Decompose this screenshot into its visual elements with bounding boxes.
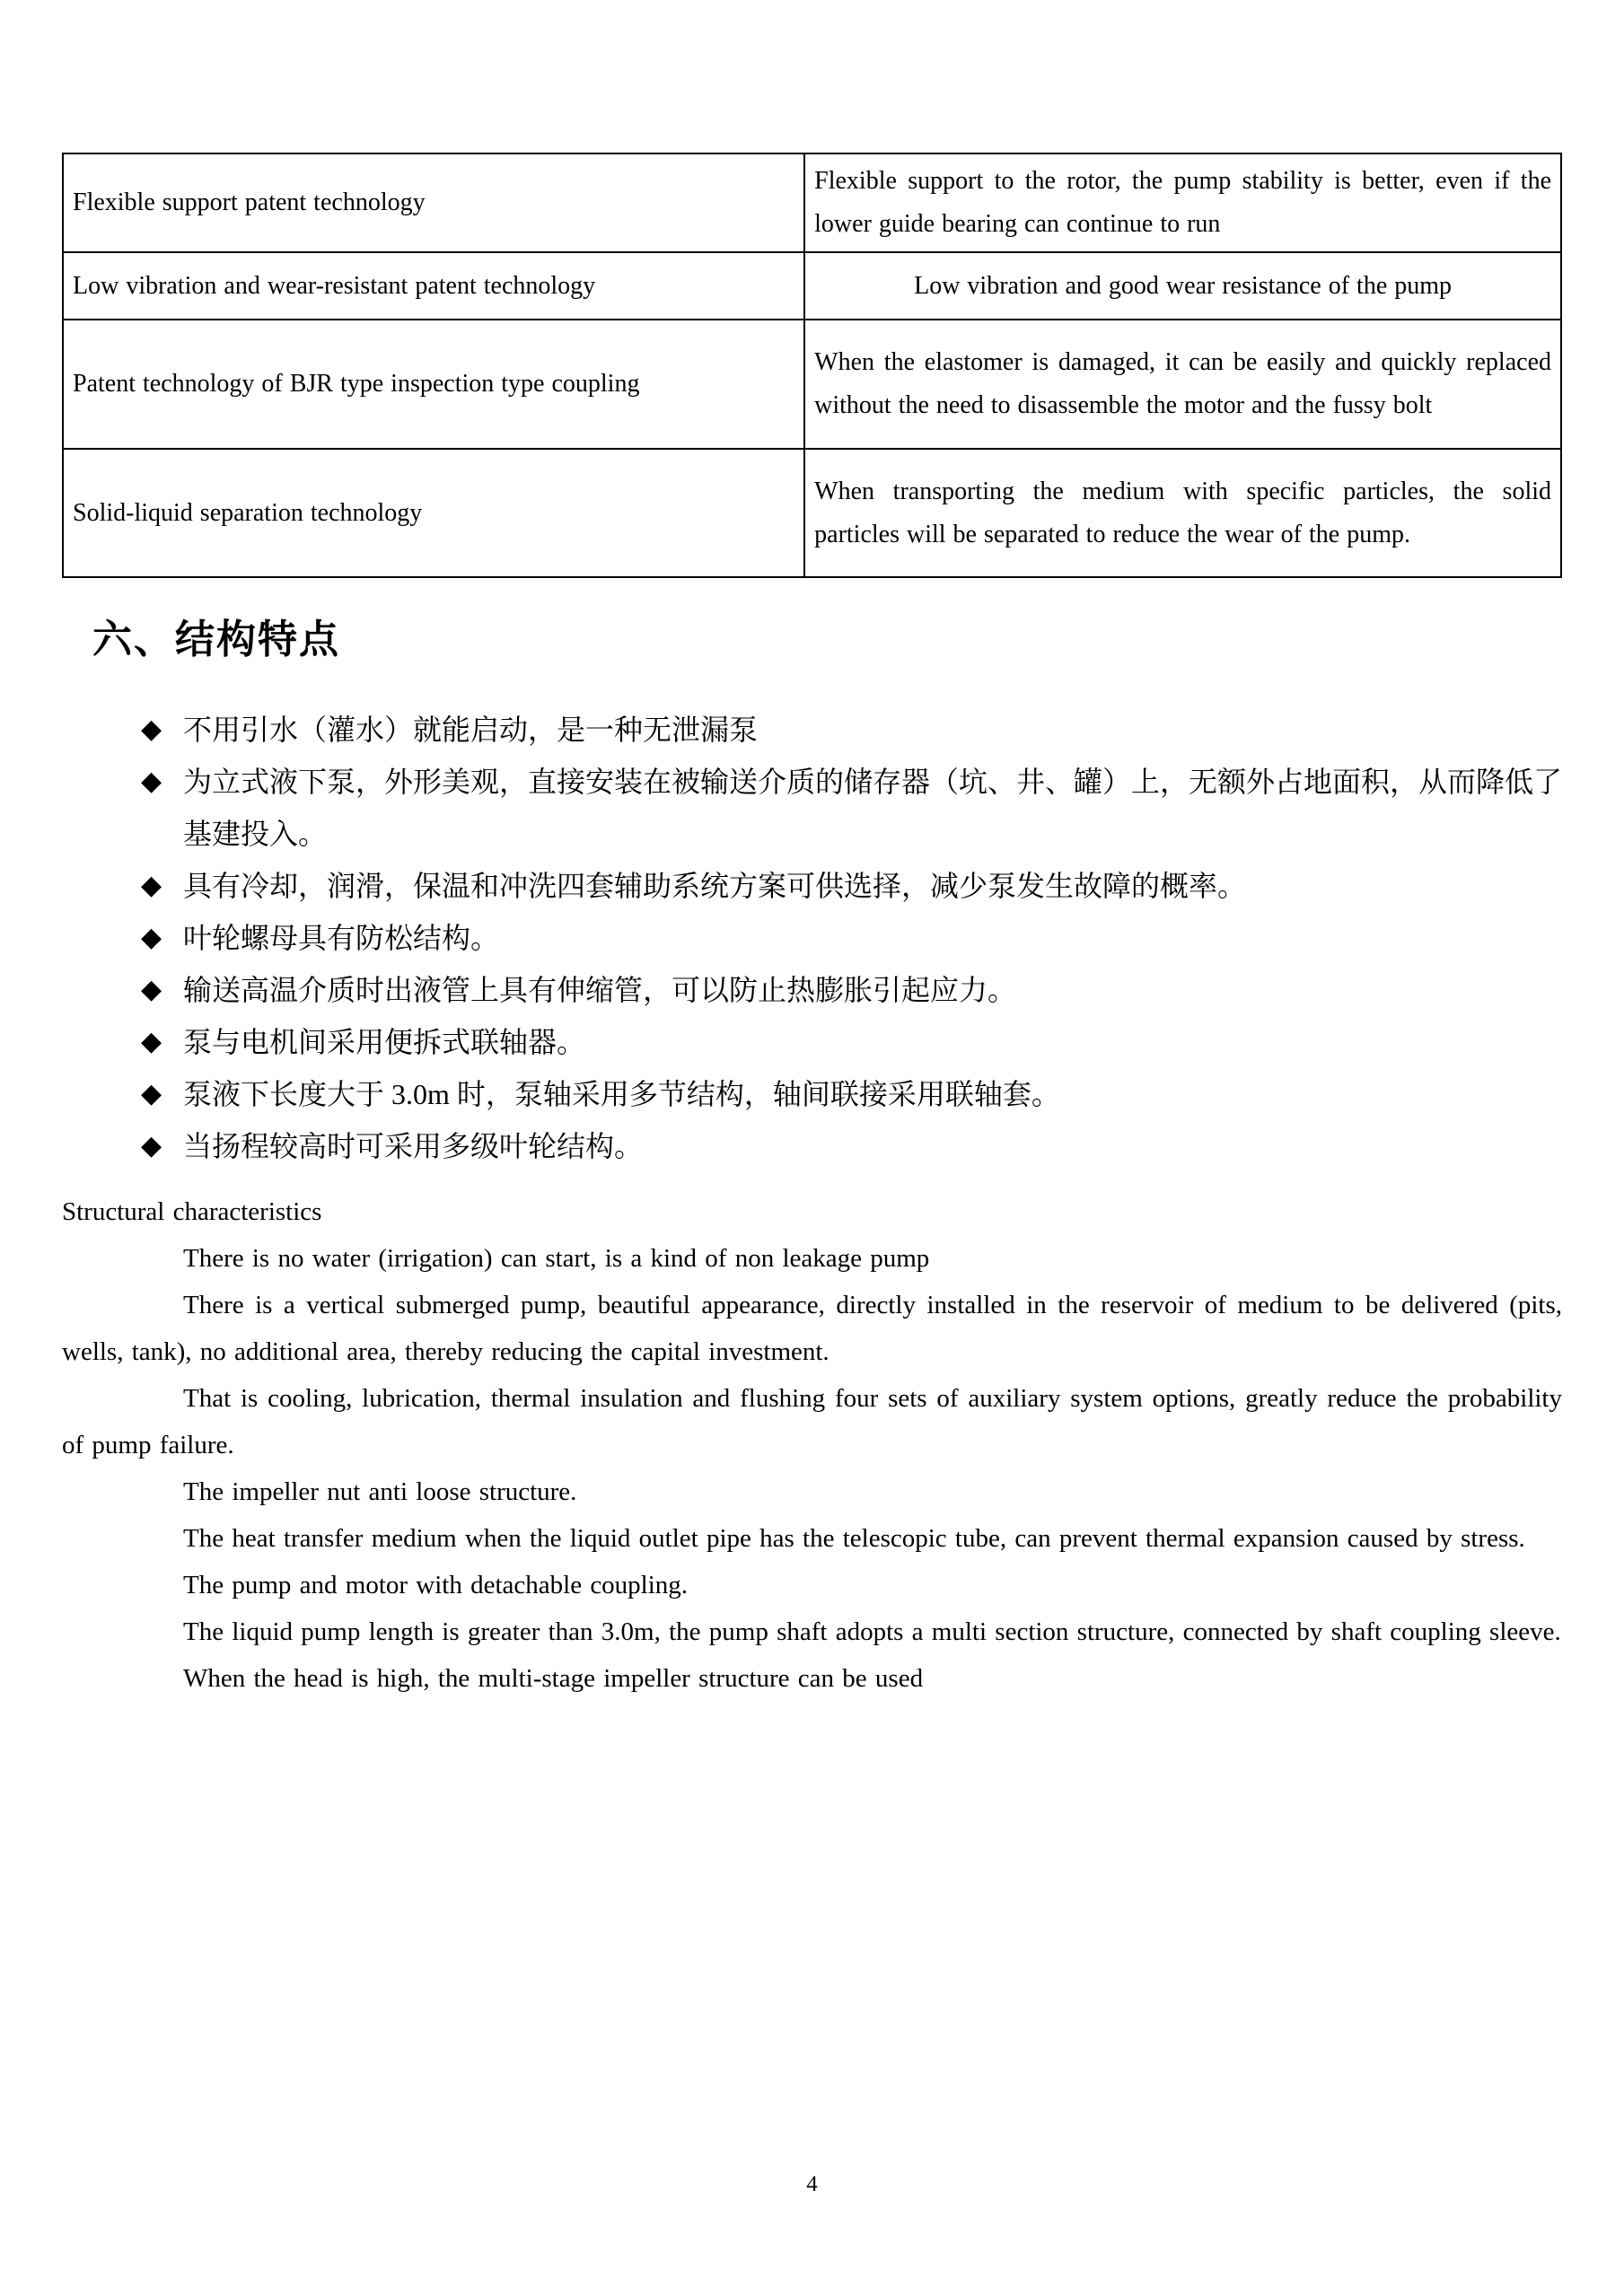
paragraph: The liquid pump length is greater than 3.0m, the pump shaft adopts a multi section structure, connected by shaft coupling sleeve. [183,1617,1561,1646]
bullet-item [141,756,1562,860]
diamond-bullet-icon: ◆ [141,767,162,796]
paragraph: When the head is high, the multi-stage impeller structure can be used [183,1664,924,1693]
feature-bullet-list [62,704,1562,1172]
bullet-item [141,912,1562,964]
bullet-text: 为立式液下泵，外形美观，直接安装在被输送介质的储存器（坑、井、罐）上，无额外占地面积，从而降低了基建投入。 [183,766,1563,850]
page-number: 4 [806,2172,818,2196]
section-heading: 六、结构特点 [92,618,340,662]
paragraph: There is no water (irrigation) can start, is a kind of non leakage pump [183,1244,930,1273]
paragraph: The impeller nut anti loose structure. [183,1477,577,1506]
table-row [63,252,1561,320]
features-table [62,153,1562,578]
english-subtitle: Structural characteristics [62,1197,322,1226]
bullet-text: 叶轮螺母具有防松结构。 [183,922,500,954]
table-row [63,449,1561,577]
page-content [62,0,1562,1702]
diamond-bullet-icon: ◆ [141,975,162,1004]
table-cell-left: Flexible support patent technology [63,153,804,252]
diamond-bullet-icon: ◆ [141,1027,162,1056]
table-cell-right: When transporting the medium with specific particles, the solid particles will be separated to reduce the wear of the pump. [804,449,1561,577]
paragraph: The heat transfer medium when the liquid outlet pipe has the telescopic tube, can prevent thermal expansion caused by stress. [183,1524,1525,1553]
table-cell-left: Solid-liquid separation technology [63,449,804,577]
diamond-bullet-icon: ◆ [141,1131,162,1161]
bullet-text: 不用引水（灌水）就能启动，是一种无泄漏泵 [183,714,759,746]
table-cell-left: Low vibration and wear-resistant patent technology [63,252,804,320]
bullet-text: 输送高温介质时出液管上具有伸缩管，可以防止热膨胀引起应力。 [183,974,1017,1006]
table-cell-right: Flexible support to the rotor, the pump stability is better, even if the lower guide bearing can continue to run [804,153,1561,252]
diamond-bullet-icon: ◆ [141,714,162,744]
bullet-text: 泵液下长度大于 3.0m 时，泵轴采用多节结构，轴间联接采用联轴套。 [183,1078,1060,1110]
paragraph: There is a vertical submerged pump, beautiful appearance, directly installed in the reservoir of medium to be delivered (pits, wells, tank), no additional area, thereby reducing the capital investment. [62,1291,1562,1366]
bullet-item [141,1068,1562,1120]
diamond-bullet-icon: ◆ [141,871,162,900]
bullet-item [141,964,1562,1016]
paragraph: That is cooling, lubrication, thermal insulation and flushing four sets of auxiliary system options, greatly reduce the probability of pump failure. [62,1384,1562,1459]
bullet-text: 当扬程较高时可采用多级叶轮结构。 [183,1130,644,1162]
bullet-item [141,1016,1562,1068]
bullet-text: 泵与电机间采用便拆式联轴器。 [183,1026,586,1058]
english-translation-block [62,1188,1562,1702]
bullet-item [141,860,1562,912]
table-cell-left: Patent technology of BJR type inspection type coupling [63,320,804,449]
table-row [63,320,1561,449]
bullet-item [141,1120,1562,1172]
paragraph: The pump and motor with detachable coupling. [183,1571,689,1599]
diamond-bullet-icon: ◆ [141,1079,162,1109]
table-cell-right: Low vibration and good wear resistance of the pump [804,252,1561,320]
bullet-text: 具有冷却，润滑，保温和冲洗四套辅助系统方案可供选择，减少泵发生故障的概率。 [183,870,1247,902]
table-row [63,153,1561,252]
bullet-item [141,704,1562,756]
diamond-bullet-icon: ◆ [141,923,162,952]
table-cell-right: When the elastomer is damaged, it can be easily and quickly replaced without the need to disassemble the motor and the fussy bolt [804,320,1561,449]
